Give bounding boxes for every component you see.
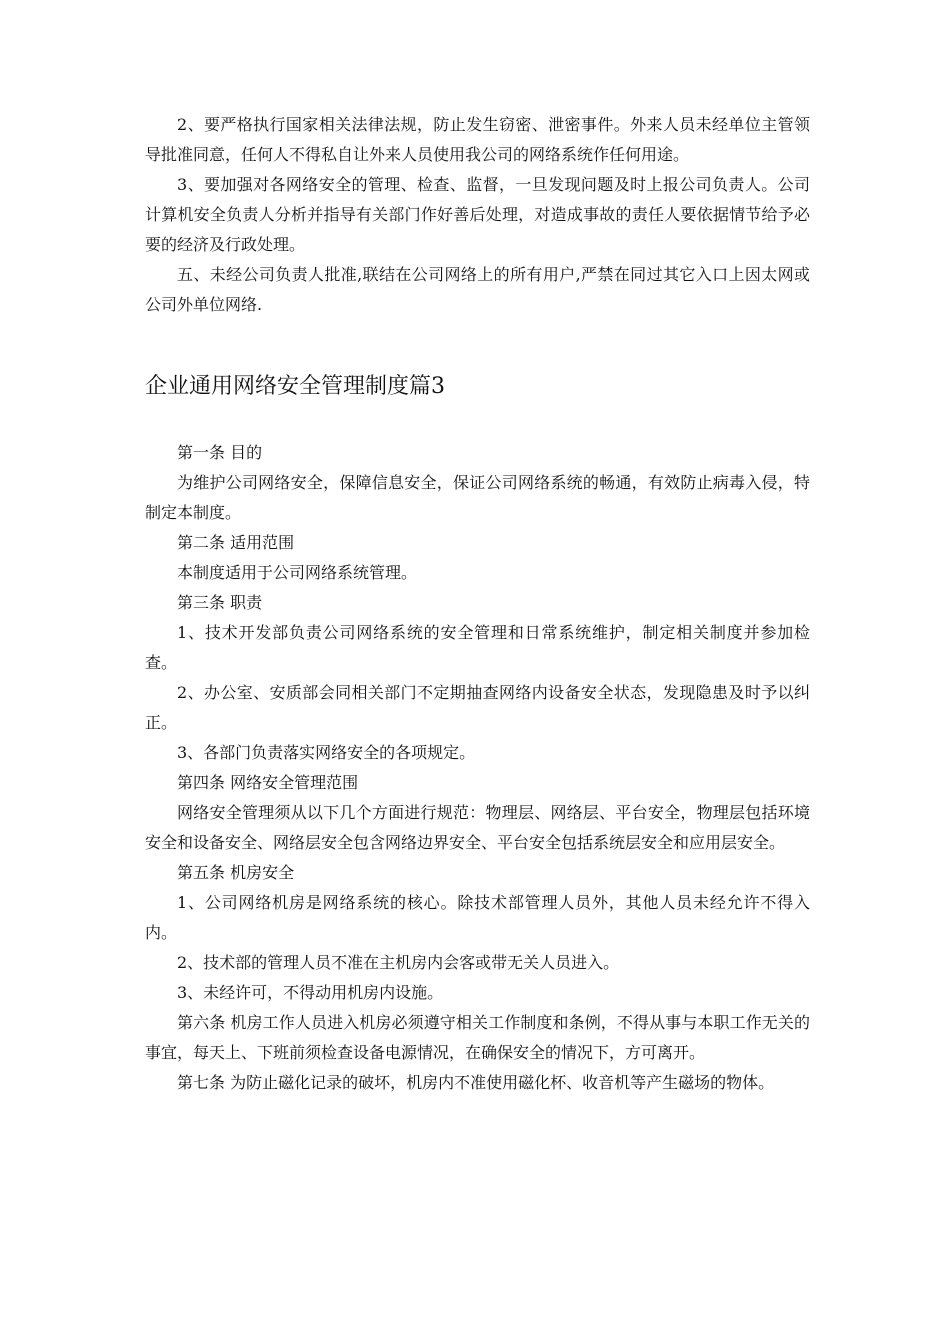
spacer bbox=[145, 404, 810, 438]
section-title: 企业通用网络安全管理制度篇3 bbox=[145, 374, 445, 399]
spacer bbox=[145, 320, 810, 370]
paragraph: 2、要严格执行国家相关法律法规，防止发生窃密、泄密事件。外来人员未经单位主管领导批准同意，任何人不得私自让外来人员使用我公司的网络系统作任何用途。 bbox=[145, 115, 810, 164]
paragraph: 1、技术开发部负责公司网络系统的安全管理和日常系统维护，制定相关制度并参加检查。 bbox=[145, 623, 810, 672]
paragraph: 第六条 机房工作人员进入机房必须遵守相关工作制度和条例，不得从事与本职工作无关的事宜，每天上、下班前须检查设备电源情况，在确保安全的情况下，方可离开。 bbox=[145, 1013, 810, 1062]
paragraph: 3、各部门负责落实网络安全的各项规定。 bbox=[177, 743, 476, 762]
article-heading: 第二条 适用范围 bbox=[177, 533, 295, 552]
paragraph: 本制度适用于公司网络系统管理。 bbox=[177, 563, 418, 582]
article-heading: 第一条 目的 bbox=[177, 443, 263, 462]
paragraph: 2、技术部的管理人员不准在主机房内会客或带无关人员进入。 bbox=[177, 953, 620, 972]
paragraph: 3、未经许可，不得动用机房内设施。 bbox=[177, 983, 444, 1002]
paragraph: 3、要加强对各网络安全的管理、检查、监督，一旦发现问题及时上报公司负责人。公司计算机安全负责人分析并指导有关部门作好善后处理，对造成事故的责任人要依据情节给予必要的经济及行政处理。 bbox=[145, 175, 810, 254]
paragraph: 五、未经公司负责人批准,联结在公司网络上的所有用户,严禁在同过其它入口上因太网或公司外单位网络. bbox=[145, 265, 810, 314]
document-page bbox=[145, 110, 810, 1098]
article-heading: 第四条 网络安全管理范围 bbox=[177, 773, 359, 792]
paragraph: 为维护公司网络安全，保障信息安全，保证公司网络系统的畅通，有效防止病毒入侵，特制定本制度。 bbox=[145, 473, 810, 522]
paragraph: 2、办公室、安质部会同相关部门不定期抽查网络内设备安全状态，发现隐患及时予以纠正。 bbox=[145, 683, 810, 732]
paragraph: 第七条 为防止磁化记录的破坏，机房内不准使用磁化杯、收音机等产生磁场的物体。 bbox=[177, 1073, 775, 1092]
article-heading: 第五条 机房安全 bbox=[177, 863, 295, 882]
paragraph: 网络安全管理须从以下几个方面进行规范：物理层、网络层、平台安全，物理层包括环境安全和设备安全、网络层安全包含网络边界安全、平台安全包括系统层安全和应用层安全。 bbox=[145, 803, 810, 852]
paragraph: 1、公司网络机房是网络系统的核心。除技术部管理人员外，其他人员未经允许不得入内。 bbox=[145, 893, 810, 942]
article-heading: 第三条 职责 bbox=[177, 593, 263, 612]
